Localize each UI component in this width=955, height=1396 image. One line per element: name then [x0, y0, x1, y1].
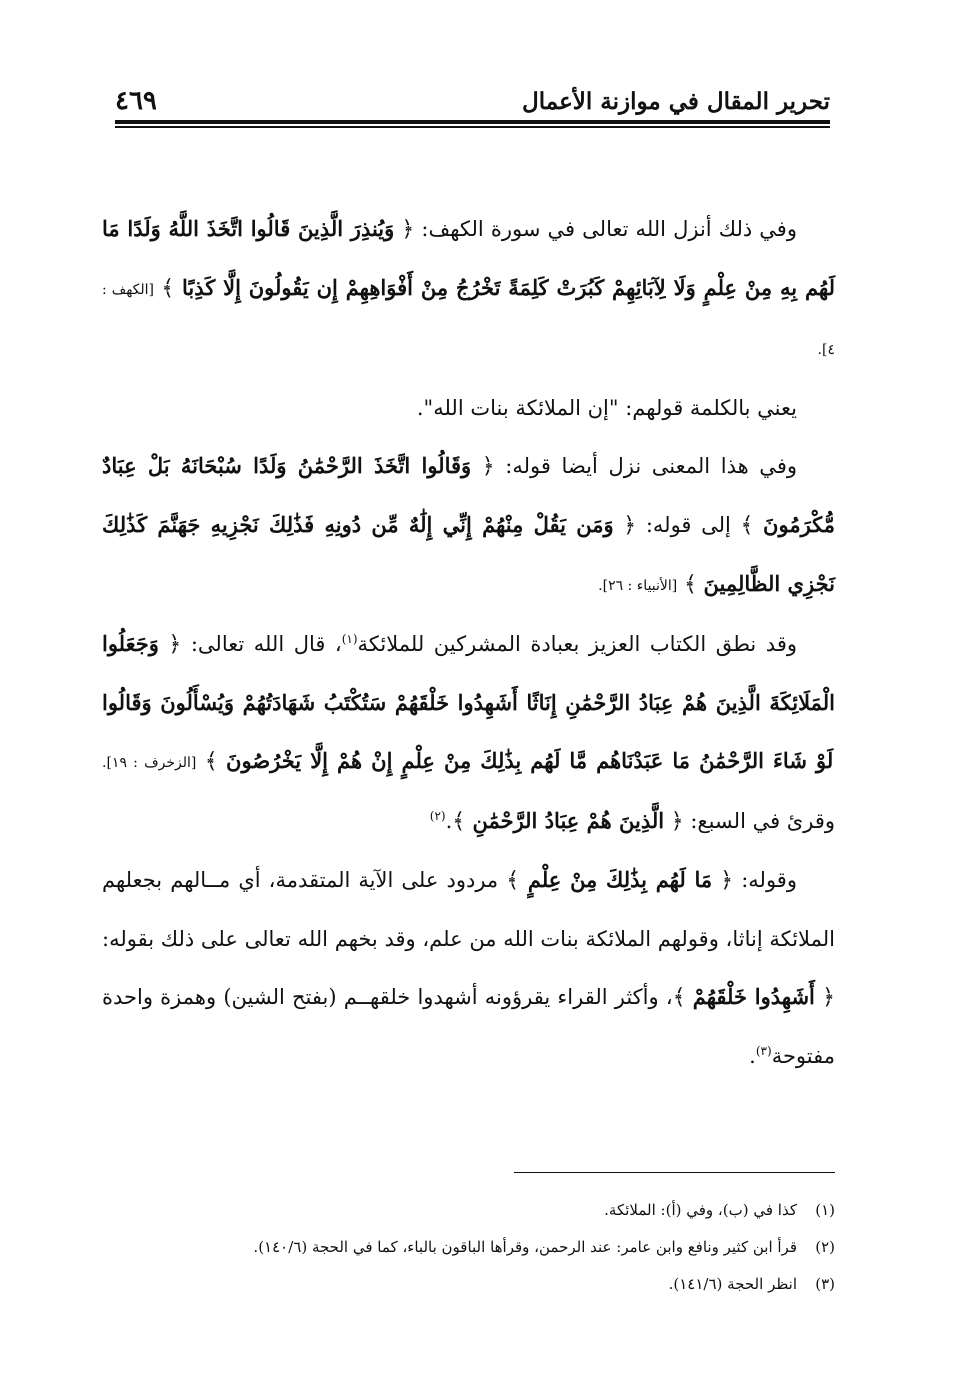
paragraph-1-intro: وفي ذلك أنزل الله تعالى في سورة الكهف:	[414, 217, 797, 241]
verse-close-ornament: ﴾	[506, 868, 520, 893]
verse-close-ornament: ﴾	[452, 809, 466, 834]
footnotes	[120, 1192, 835, 1303]
paragraph-2-text: يعني بالكلمة قولهم: "إن الملائكة بنات الله".	[416, 396, 797, 420]
footnote-number: (١)	[815, 1201, 835, 1219]
page-number: ٤٦٩	[115, 86, 157, 116]
quran-verse-zukhruf: وَجَعَلُوا الْمَلَائِكَةَ الَّذِينَ هُمْ عِبَادُ الرَّحْمَٰنِ إِنَاثًا أَشَهِدُوا خَلْقَهُمْ سَتُكْتَبُ شَهَادَتُهُمْ وَيُسْأَلُونَ وَقَالُوا لَوْ شَاءَ الرَّحْمَٰنُ مَا عَبَدْنَاهُم مَّا لَهُم بِذَٰلِكَ مِنْ عِلْمٍ إِنْ هُمْ إِلَّا يَخْرُصُونَ	[102, 631, 835, 773]
page-header	[115, 68, 830, 132]
paragraph-5-intro: وقوله:	[733, 868, 797, 892]
running-title: تحرير المقال في موازنة الأعمال	[522, 88, 830, 115]
quran-verse-anbiya-1: وَقَالُوا اتَّخَذَ الرَّحْمَٰنُ وَلَدًا سُبْحَانَهُ بَلْ عِبَادٌ مُّكْرَمُونَ	[102, 453, 835, 537]
paragraph-4-intro: وقد نطق الكتاب العزيز بعبادة المشركين للملائكة	[357, 632, 798, 656]
verse-open-ornament: ﴿	[401, 217, 415, 242]
verse-open-ornament: ﴿	[670, 809, 684, 834]
verse-open-ornament: ﴿	[822, 985, 835, 1010]
footnote-2	[120, 1229, 835, 1266]
paragraph-5-text-2: ، وأكثر القراء يقرؤونه أشهدوا خلقهــم (بفتح الشين) وهمزة واحدة مفتوحة	[102, 985, 835, 1068]
paragraph-5	[102, 851, 835, 1085]
paragraph-4-end: .	[445, 809, 453, 833]
paragraph-1	[102, 200, 835, 379]
quran-verse-ma-lahum: مَا لَهُم بِذَٰلِكَ مِنْ عِلْمٍ	[519, 867, 713, 892]
verse-close-ornament: ﴾	[204, 749, 218, 774]
footnote-text: كذا في (ب)، وفي (أ): الملائكة.	[604, 1201, 797, 1219]
verse-open-ornament: ﴿	[481, 454, 495, 479]
quran-verse-kahf: وَيُنذِرَ الَّذِينَ قَالُوا اتَّخَذَ اللَّهُ وَلَدًا مَا لَهُم بِهِ مِنْ عِلْمٍ وَلَا لِآبَائِهِمْ كَبُرَتْ كَلِمَةً تَخْرُجُ مِنْ أَفْوَاهِهِمْ إِن يَقُولُونَ إِلَّا كَذِبًا	[102, 216, 835, 300]
paragraph-3-middle: إلى قوله:	[636, 513, 731, 537]
footnote-1	[120, 1192, 835, 1229]
verse-open-ornament: ﴿	[168, 632, 182, 657]
citation-kahf: [الكهف : ٤].	[102, 282, 835, 358]
footnote-text: قرأ ابن كثير ونافع وابن عامر: عند الرحمن، وقرأها الباقون بالباء، كما في الحجة (١٤٠/٦).	[253, 1238, 797, 1256]
footnote-number: (٣)	[815, 1275, 835, 1293]
footnote-number: (٢)	[815, 1238, 835, 1256]
verse-open-ornament: ﴿	[720, 868, 734, 893]
footnote-ref-3[interactable]: (٣)	[755, 1044, 772, 1058]
quran-verse-reading: الَّذِينَ هُمْ عِبَادُ الرَّحْمَٰنِ	[465, 808, 665, 833]
paragraph-3-intro: وفي هذا المعنى نزل أيضا قوله:	[494, 454, 797, 478]
verse-close-ornament: ﴾	[683, 572, 697, 597]
verse-close-ornament: ﴾	[161, 276, 175, 301]
quran-verse-anbiya-2: وَمَن يَقُلْ مِنْهُمْ إِنِّي إِلَٰهٌ مِّن دُونِهِ فَذَٰلِكَ نَجْزِيهِ جَهَنَّمَ كَذَٰلِكَ نَجْزِي الظَّالِمِينَ	[102, 512, 835, 596]
footnote-text: انظر الحجة (١٤١/٦).	[668, 1275, 797, 1293]
main-text	[102, 200, 835, 1085]
footnote-separator	[514, 1172, 835, 1173]
citation-anbiya: [الأنبياء : ٢٦].	[598, 578, 678, 594]
reading-intro: وقرئ في السبع:	[683, 809, 835, 833]
paragraph-3	[102, 437, 835, 615]
quran-verse-ashahidu: أَشَهِدُوا خَلْقَهُمْ	[692, 984, 815, 1009]
footnote-ref-2[interactable]: (٢)	[429, 809, 446, 823]
verse-open-ornament: ﴿	[623, 513, 637, 538]
footnote-3	[120, 1266, 835, 1303]
verse-close-ornament: ﴾	[740, 513, 754, 538]
header-rule-thick	[115, 120, 830, 124]
paragraph-2	[102, 379, 835, 437]
paragraph-4-after-ref: ، قال الله تعالى:	[181, 632, 342, 656]
verse-close-ornament: ﴾	[672, 985, 686, 1010]
footnote-ref-1[interactable]: (١)	[341, 632, 358, 646]
header-rule-thin	[115, 126, 830, 128]
paragraph-4	[102, 615, 835, 851]
paragraph-5-end: .	[749, 1044, 756, 1068]
citation-zukhruf: [الزخرف : ١٩].	[102, 755, 197, 771]
paragraph-5-text-1: مردود على الآية المتقدمة، أي مــالهم بجعلهم الملائكة إناثا، وقولهم الملائكة بنات الله من علم، وقد بخهم الله تعالى على ذلك بقوله:	[102, 868, 835, 951]
